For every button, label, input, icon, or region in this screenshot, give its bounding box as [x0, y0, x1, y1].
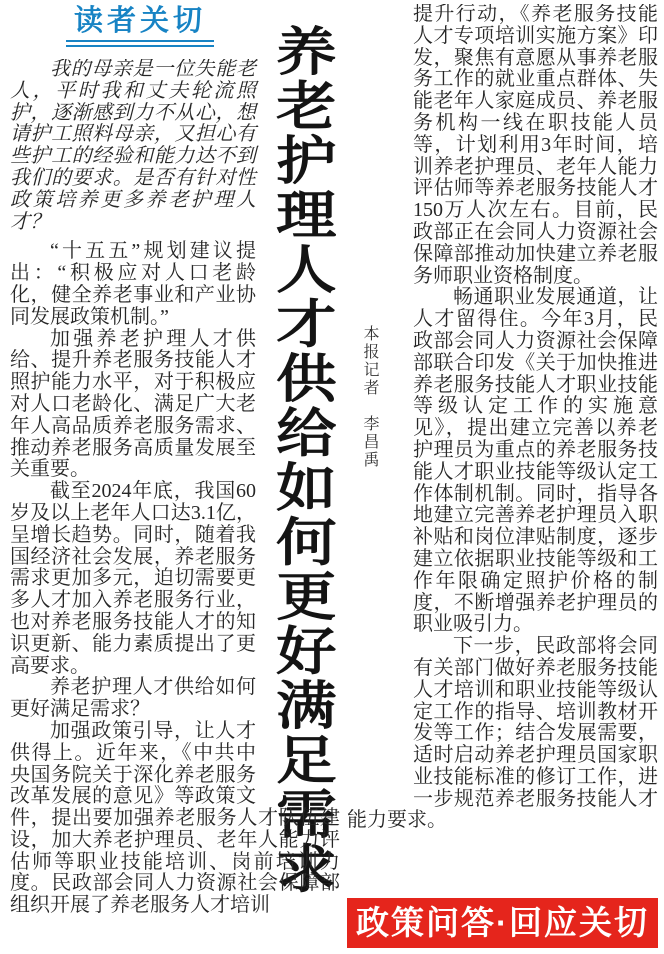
left-column [10, 59, 340, 954]
paragraph: 下一步，民政部将会同有关部门做好养老服务技能人才培训和职业技能等级认定工作的指导、培训教材开发等工作；结合发展需要，适时启动养老护理员国家职业技能标准的修订工作，进一步规范养老服务技能人才能力要求。 [347, 635, 658, 832]
kicker-double-underline [66, 40, 214, 47]
reader-question-paragraph: 我的母亲是一位失能老人，平时我和丈夫轮流照护，逐渐感到力不从心，想请护工照料母亲，又担心有些护工的经验和能力达不到我们的要求。是否有针对性政策培养更多养老护理人才？ [10, 59, 256, 233]
kicker-label: 读者关切 [73, 5, 206, 37]
paragraph: 提升行动，《养老服务技能人才专项培训实施方案》印发，聚焦有意愿从事养老服务工作的就业重点群体、失能老年人家庭成员、养老服务机构一线在职技能人员等，计划利用3年时间，培训养老护理员、老年人能力评估师等养老服务技能人才150万人次左右。目前，民政部正在会同人力资源社会保障部推动加快建立养老服务师职业资格制度。 [413, 4, 658, 287]
byline: 本报记者 李昌禹 [361, 325, 378, 469]
paragraph: 养老护理人才供给如何更好满足需求？ [10, 676, 256, 721]
kicker [66, 5, 214, 47]
section-banner [347, 898, 658, 948]
paragraph: 截至2024年底，我国60岁及以上老年人口达3.1亿，呈增长趋势。同时，随着我国经济社会发展，养老服务需求更加多元，迫切需要更多人才加入养老服务行业，也对养老服务技能人才的知识更新、能力素质提出了更高要求。 [10, 480, 256, 677]
headline-vertical: 养老护理人才供给如何更好满足需求 [266, 24, 334, 896]
banner-label: 政策问答·回应关切 [356, 904, 649, 941]
paragraph: 畅通职业发展通道，让人才留得住。今年3月，民政部会同人力资源社会保障部联合印发《关于加快推进养老服务技能人才职业技能等级认定工作的实施意见》，提出建立完善以养老护理员为重点的养老服务技能人才职业技能等级认定工作体制机制。同时，指导各地建立完善养老护理员入职补贴和岗位津贴制度，逐步建立依据职业技能等级和工作年限确定照护价格的制度，不断增强养老护理员的职业吸引力。 [413, 286, 658, 636]
paragraph: 加强养老护理人才供给、提升养老服务技能人才照护能力水平，对于积极应对人口老龄化、满足广大老年人高品质养老服务需求、推动养老服务高质量发展至关重要。 [10, 327, 256, 481]
paragraph: 加强政策引导，让人才供得上。近年来，《中共中央国务院关于深化养老服务改革发展的意见》等政策文件，提出要加强养老服务人才队伍建设，加大养老护理员、老年人能力评估师等职业技能培训、岗前培训力度。民政部会同人力资源社会保障部组织开展了养老服务人才培训 [10, 719, 340, 917]
right-column [347, 4, 658, 888]
headline-gutter-spacer [256, 59, 340, 807]
headline-gutter-spacer [347, 4, 413, 806]
paragraph: “十五五”规划建议提出：“积极应对人口老龄化，健全养老事业和产业协同发展政策机制。” [10, 240, 256, 328]
